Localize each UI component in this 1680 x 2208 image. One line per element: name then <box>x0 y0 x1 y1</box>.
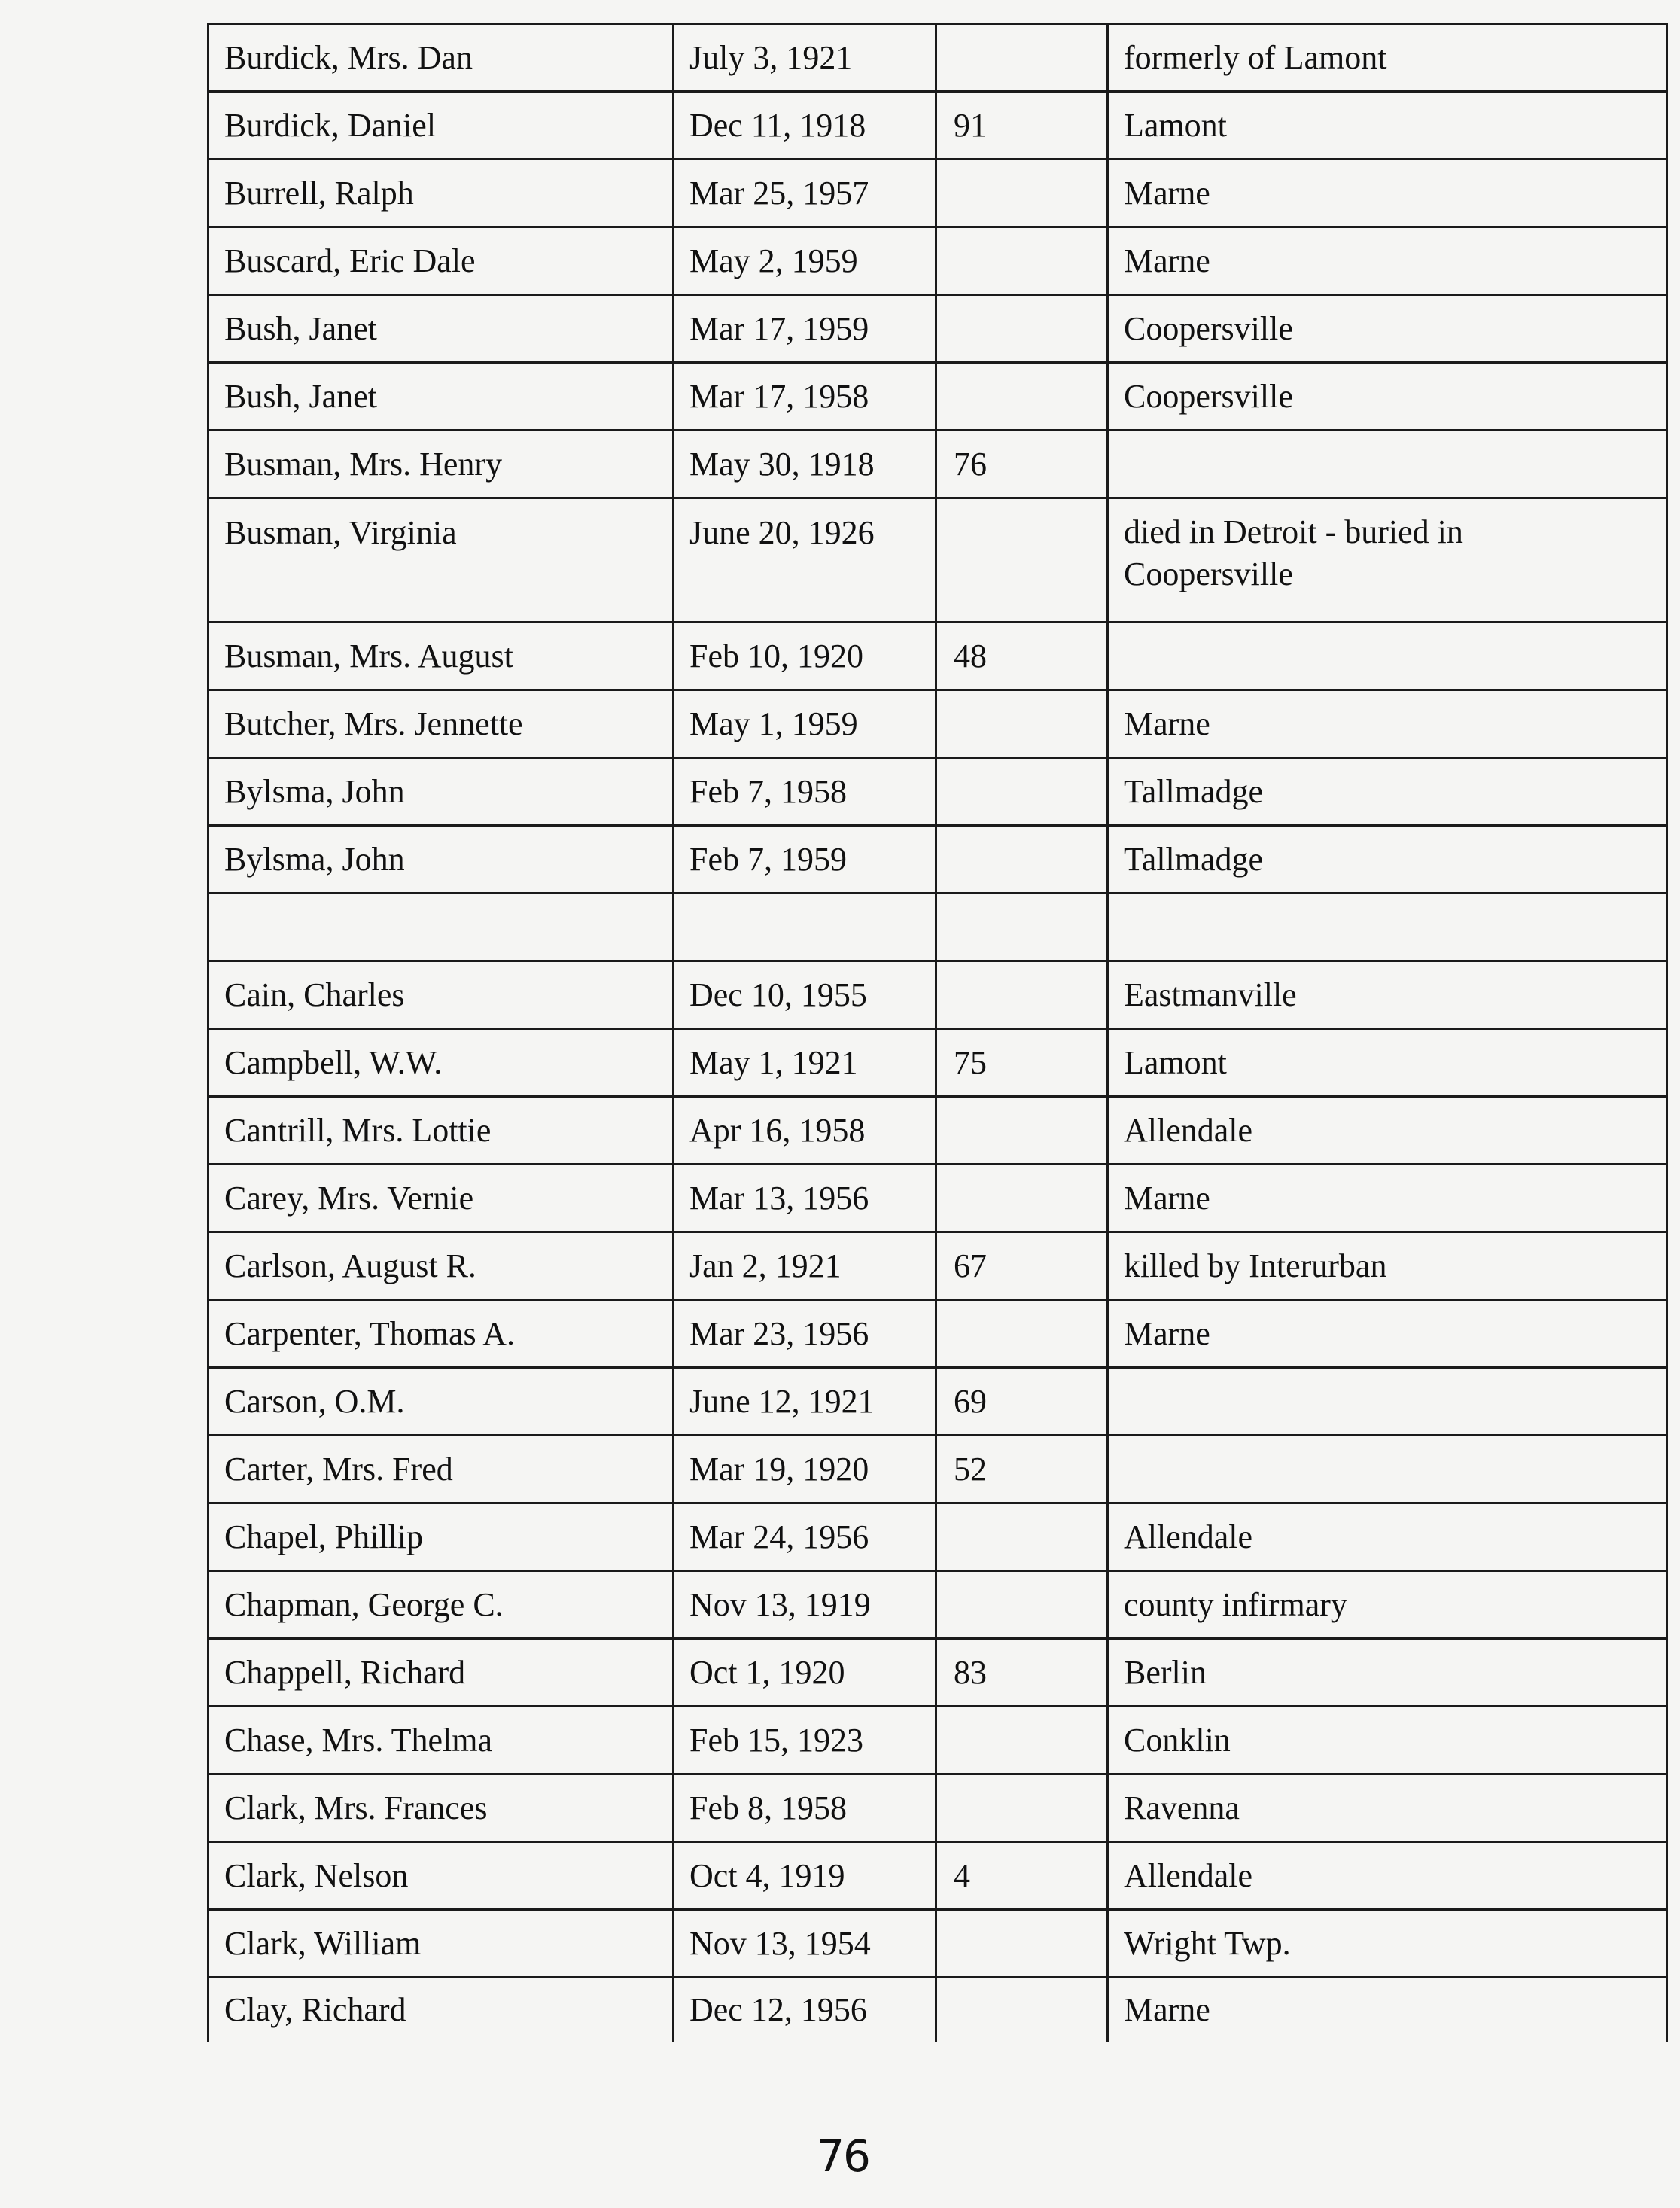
age-cell: 91 <box>936 92 1108 160</box>
name-cell: Busman, Mrs. August <box>208 623 674 690</box>
date-cell: June 20, 1926 <box>674 498 936 623</box>
table-row <box>208 498 1667 623</box>
date-cell: Feb 8, 1958 <box>674 1774 936 1842</box>
date-cell: Mar 24, 1956 <box>674 1503 936 1571</box>
age-cell: 52 <box>936 1436 1108 1503</box>
date-cell: Feb 15, 1923 <box>674 1707 936 1774</box>
date-cell: Oct 4, 1919 <box>674 1842 936 1910</box>
name-cell: Carpenter, Thomas A. <box>208 1300 674 1368</box>
table-row <box>208 24 1667 92</box>
table-row <box>208 1029 1667 1097</box>
name-cell: Carey, Mrs. Vernie <box>208 1165 674 1232</box>
date-cell: Dec 10, 1955 <box>674 961 936 1029</box>
age-cell <box>936 227 1108 295</box>
note-cell: Conklin <box>1108 1707 1667 1774</box>
name-cell <box>208 894 674 961</box>
note-cell: Marne <box>1108 1978 1667 2042</box>
name-cell: Clark, Nelson <box>208 1842 674 1910</box>
name-cell: Bush, Janet <box>208 295 674 363</box>
age-cell: 69 <box>936 1368 1108 1436</box>
date-cell: Feb 7, 1958 <box>674 758 936 826</box>
name-cell: Buscard, Eric Dale <box>208 227 674 295</box>
date-cell: May 1, 1921 <box>674 1029 936 1097</box>
page-number: 76 <box>817 2130 869 2182</box>
age-cell <box>936 160 1108 227</box>
note-cell <box>1108 431 1667 498</box>
note-cell: Tallmadge <box>1108 758 1667 826</box>
table-row <box>208 623 1667 690</box>
date-cell: May 30, 1918 <box>674 431 936 498</box>
date-cell: Nov 13, 1954 <box>674 1910 936 1978</box>
note-cell: Eastmanville <box>1108 961 1667 1029</box>
obituary-index-table <box>207 23 1668 2042</box>
table-row <box>208 1707 1667 1774</box>
note-cell <box>1108 1368 1667 1436</box>
date-cell: Mar 23, 1956 <box>674 1300 936 1368</box>
age-cell <box>936 1097 1108 1165</box>
date-cell: Feb 10, 1920 <box>674 623 936 690</box>
age-cell <box>936 1300 1108 1368</box>
table-row <box>208 894 1667 961</box>
date-cell: Mar 13, 1956 <box>674 1165 936 1232</box>
table-row <box>208 160 1667 227</box>
note-cell: Allendale <box>1108 1842 1667 1910</box>
note-cell: Wright Twp. <box>1108 1910 1667 1978</box>
table-row <box>208 1639 1667 1707</box>
note-cell: Allendale <box>1108 1097 1667 1165</box>
date-cell: July 3, 1921 <box>674 24 936 92</box>
note-cell <box>1108 1436 1667 1503</box>
age-cell: 67 <box>936 1232 1108 1300</box>
age-cell <box>936 690 1108 758</box>
note-cell: killed by Interurban <box>1108 1232 1667 1300</box>
age-cell <box>936 24 1108 92</box>
name-cell: Carson, O.M. <box>208 1368 674 1436</box>
name-cell: Butcher, Mrs. Jennette <box>208 690 674 758</box>
date-cell: Mar 17, 1959 <box>674 295 936 363</box>
name-cell: Bush, Janet <box>208 363 674 431</box>
date-cell: Dec 11, 1918 <box>674 92 936 160</box>
age-cell <box>936 826 1108 894</box>
note-cell: Lamont <box>1108 1029 1667 1097</box>
name-cell: Chapman, George C. <box>208 1571 674 1639</box>
table-row <box>208 1232 1667 1300</box>
note-cell: Coopersville <box>1108 295 1667 363</box>
note-cell: died in Detroit - buried in Coopersville <box>1108 498 1667 623</box>
note-cell: Lamont <box>1108 92 1667 160</box>
note-cell: Marne <box>1108 227 1667 295</box>
name-cell: Chapel, Phillip <box>208 1503 674 1571</box>
age-cell: 48 <box>936 623 1108 690</box>
note-cell: Marne <box>1108 690 1667 758</box>
table-row <box>208 1910 1667 1978</box>
table-row <box>208 961 1667 1029</box>
table-row <box>208 1097 1667 1165</box>
table-row <box>208 1300 1667 1368</box>
name-cell: Campbell, W.W. <box>208 1029 674 1097</box>
age-cell: 83 <box>936 1639 1108 1707</box>
age-cell <box>936 961 1108 1029</box>
date-cell: May 2, 1959 <box>674 227 936 295</box>
name-cell: Cain, Charles <box>208 961 674 1029</box>
note-cell: Marne <box>1108 160 1667 227</box>
table-row <box>208 758 1667 826</box>
name-cell: Burdick, Mrs. Dan <box>208 24 674 92</box>
date-cell: Jan 2, 1921 <box>674 1232 936 1300</box>
note-cell: Marne <box>1108 1300 1667 1368</box>
name-cell: Clark, Mrs. Frances <box>208 1774 674 1842</box>
name-cell: Chappell, Richard <box>208 1639 674 1707</box>
age-cell <box>936 1910 1108 1978</box>
table-row <box>208 92 1667 160</box>
note-cell: formerly of Lamont <box>1108 24 1667 92</box>
table-row <box>208 1436 1667 1503</box>
date-cell: Nov 13, 1919 <box>674 1571 936 1639</box>
age-cell: 75 <box>936 1029 1108 1097</box>
date-cell: Apr 16, 1958 <box>674 1097 936 1165</box>
table-row <box>208 1165 1667 1232</box>
name-cell: Burrell, Ralph <box>208 160 674 227</box>
name-cell: Busman, Mrs. Henry <box>208 431 674 498</box>
name-cell: Clark, William <box>208 1910 674 1978</box>
date-cell: May 1, 1959 <box>674 690 936 758</box>
name-cell: Carter, Mrs. Fred <box>208 1436 674 1503</box>
date-cell: Dec 12, 1956 <box>674 1978 936 2042</box>
date-cell: Mar 25, 1957 <box>674 160 936 227</box>
name-cell: Carlson, August R. <box>208 1232 674 1300</box>
age-cell <box>936 758 1108 826</box>
age-cell <box>936 498 1108 623</box>
note-cell: Berlin <box>1108 1639 1667 1707</box>
age-cell <box>936 1774 1108 1842</box>
age-cell <box>936 1165 1108 1232</box>
name-cell: Cantrill, Mrs. Lottie <box>208 1097 674 1165</box>
date-cell: June 12, 1921 <box>674 1368 936 1436</box>
note-cell <box>1108 894 1667 961</box>
name-cell: Clay, Richard <box>208 1978 674 2042</box>
name-cell: Burdick, Daniel <box>208 92 674 160</box>
note-cell: Coopersville <box>1108 363 1667 431</box>
table-row <box>208 1503 1667 1571</box>
table-row <box>208 690 1667 758</box>
table-row <box>208 1978 1667 2042</box>
note-cell <box>1108 623 1667 690</box>
note-cell: Allendale <box>1108 1503 1667 1571</box>
table-row <box>208 431 1667 498</box>
date-cell: Oct 1, 1920 <box>674 1639 936 1707</box>
note-cell: Tallmadge <box>1108 826 1667 894</box>
table-row <box>208 1571 1667 1639</box>
name-cell: Bylsma, John <box>208 826 674 894</box>
age-cell <box>936 363 1108 431</box>
age-cell <box>936 894 1108 961</box>
date-cell: Mar 17, 1958 <box>674 363 936 431</box>
table-row <box>208 1368 1667 1436</box>
age-cell <box>936 1503 1108 1571</box>
table-row <box>208 1842 1667 1910</box>
date-cell <box>674 894 936 961</box>
age-cell <box>936 1978 1108 2042</box>
age-cell <box>936 295 1108 363</box>
table-row <box>208 1774 1667 1842</box>
table-row <box>208 363 1667 431</box>
age-cell: 4 <box>936 1842 1108 1910</box>
date-cell: Mar 19, 1920 <box>674 1436 936 1503</box>
note-cell: Marne <box>1108 1165 1667 1232</box>
name-cell: Chase, Mrs. Thelma <box>208 1707 674 1774</box>
date-cell: Feb 7, 1959 <box>674 826 936 894</box>
note-cell: Ravenna <box>1108 1774 1667 1842</box>
table-row <box>208 227 1667 295</box>
age-cell <box>936 1571 1108 1639</box>
name-cell: Busman, Virginia <box>208 498 674 623</box>
table-row <box>208 295 1667 363</box>
name-cell: Bylsma, John <box>208 758 674 826</box>
table-row <box>208 826 1667 894</box>
age-cell <box>936 1707 1108 1774</box>
note-cell: county infirmary <box>1108 1571 1667 1639</box>
age-cell: 76 <box>936 431 1108 498</box>
